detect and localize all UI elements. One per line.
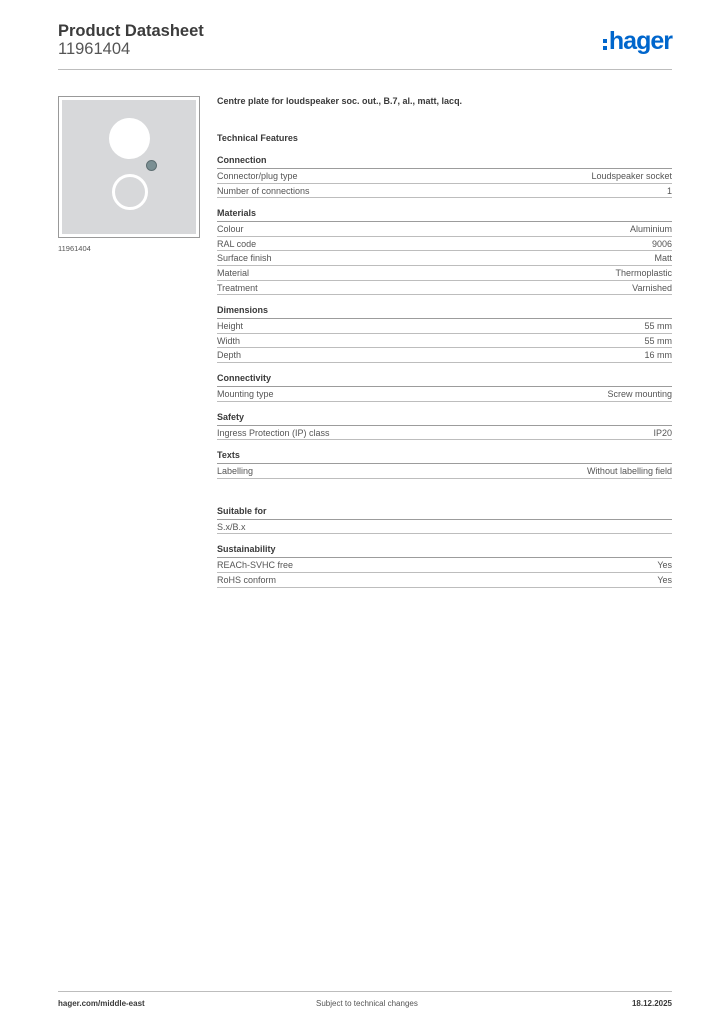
feature-group-texts	[217, 450, 672, 479]
feature-value: 1	[666, 185, 672, 196]
group-title: Texts	[217, 450, 672, 464]
feature-group-connection	[217, 155, 672, 198]
feature-label: Ingress Protection (IP) class	[217, 427, 330, 438]
feature-value: Without labelling field	[586, 466, 672, 477]
hager-logo	[603, 26, 672, 56]
feature-label: Mounting type	[217, 388, 274, 399]
feature-value: 16 mm	[644, 350, 672, 361]
sustainability-rows	[217, 558, 672, 587]
feature-group-materials	[217, 208, 672, 295]
feature-value: Yes	[657, 560, 672, 571]
feature-label: Colour	[217, 224, 244, 235]
suitable-for-group	[217, 506, 672, 535]
indicator-lens	[146, 160, 157, 171]
group-title: Safety	[217, 412, 672, 426]
feature-value: Varnished	[632, 282, 672, 293]
feature-row	[217, 266, 672, 281]
footer-divider	[58, 991, 672, 992]
feature-value: 55 mm	[644, 335, 672, 346]
feature-value: Yes	[657, 574, 672, 585]
product-image	[58, 96, 200, 238]
section-spacer	[217, 489, 672, 506]
feature-group-dimensions	[217, 305, 672, 363]
legal-notice: Subject to technical changes	[316, 999, 418, 1008]
feature-row	[217, 251, 672, 266]
feature-groups	[217, 155, 672, 479]
feature-row	[217, 573, 672, 588]
feature-value: Loudspeaker socket	[591, 171, 672, 181]
product-number: 11961404	[58, 40, 131, 58]
group-title: Connectivity	[217, 373, 672, 387]
group-title: Suitable for	[217, 506, 672, 520]
feature-group-connectivity	[217, 373, 672, 402]
feature-row	[217, 348, 672, 363]
page-header	[58, 22, 672, 70]
feature-row	[217, 184, 672, 199]
feature-label: Width	[217, 335, 241, 346]
feature-row	[217, 281, 672, 296]
feature-row	[217, 237, 672, 252]
feature-row	[217, 387, 672, 402]
feature-row	[217, 520, 672, 535]
header-divider	[58, 69, 672, 70]
group-title: Connection	[217, 155, 672, 169]
feature-row	[217, 334, 672, 349]
page-title: Product Datasheet	[58, 22, 204, 40]
feature-label: Number of connections	[217, 185, 310, 196]
feature-value: Thermoplastic	[615, 267, 672, 278]
feature-row	[217, 222, 672, 237]
feature-group-safety	[217, 412, 672, 441]
feature-value: 55 mm	[644, 321, 672, 332]
datasheet-content	[217, 96, 672, 598]
website-link[interactable]: hager.com/middle-east	[58, 999, 145, 1008]
suitable-for-rows	[217, 520, 672, 535]
feature-label: Height	[217, 321, 244, 332]
feature-label: Connector/plug type	[217, 171, 298, 181]
feature-value: Screw mounting	[607, 388, 672, 399]
feature-label: Treatment	[217, 282, 258, 293]
feature-label: S.x/B.x	[217, 521, 246, 532]
feature-label: Depth	[217, 350, 242, 361]
feature-label: REACh-SVHC free	[217, 560, 294, 571]
feature-row	[217, 169, 672, 184]
technical-features-title: Technical Features	[217, 133, 298, 143]
socket-opening	[109, 118, 150, 159]
logo-colon-icon	[603, 39, 607, 50]
feature-row	[217, 319, 672, 334]
product-description: Centre plate for loudspeaker soc. out., B.7, al., matt, lacq.	[217, 96, 463, 106]
document-date: 18.12.2025	[631, 999, 672, 1008]
feature-label: RAL code	[217, 238, 257, 249]
feature-label: Labelling	[217, 466, 254, 477]
sustainability-group	[217, 544, 672, 587]
logo-text: hager	[608, 26, 672, 55]
feature-value: Aluminium	[629, 224, 672, 235]
image-caption: 11961404	[58, 244, 91, 253]
feature-row	[217, 426, 672, 441]
group-title: Sustainability	[217, 544, 672, 558]
feature-value: IP20	[653, 427, 672, 438]
feature-row	[217, 558, 672, 573]
socket-ring	[112, 174, 148, 210]
group-title: Materials	[217, 208, 672, 222]
feature-value: 9006	[651, 238, 672, 249]
group-title: Dimensions	[217, 305, 672, 319]
feature-row	[217, 464, 672, 479]
centre-plate-illustration	[62, 100, 196, 234]
feature-label: Material	[217, 267, 250, 278]
feature-value: Matt	[654, 253, 672, 264]
feature-label: RoHS conform	[217, 574, 277, 585]
feature-label: Surface finish	[217, 253, 272, 264]
